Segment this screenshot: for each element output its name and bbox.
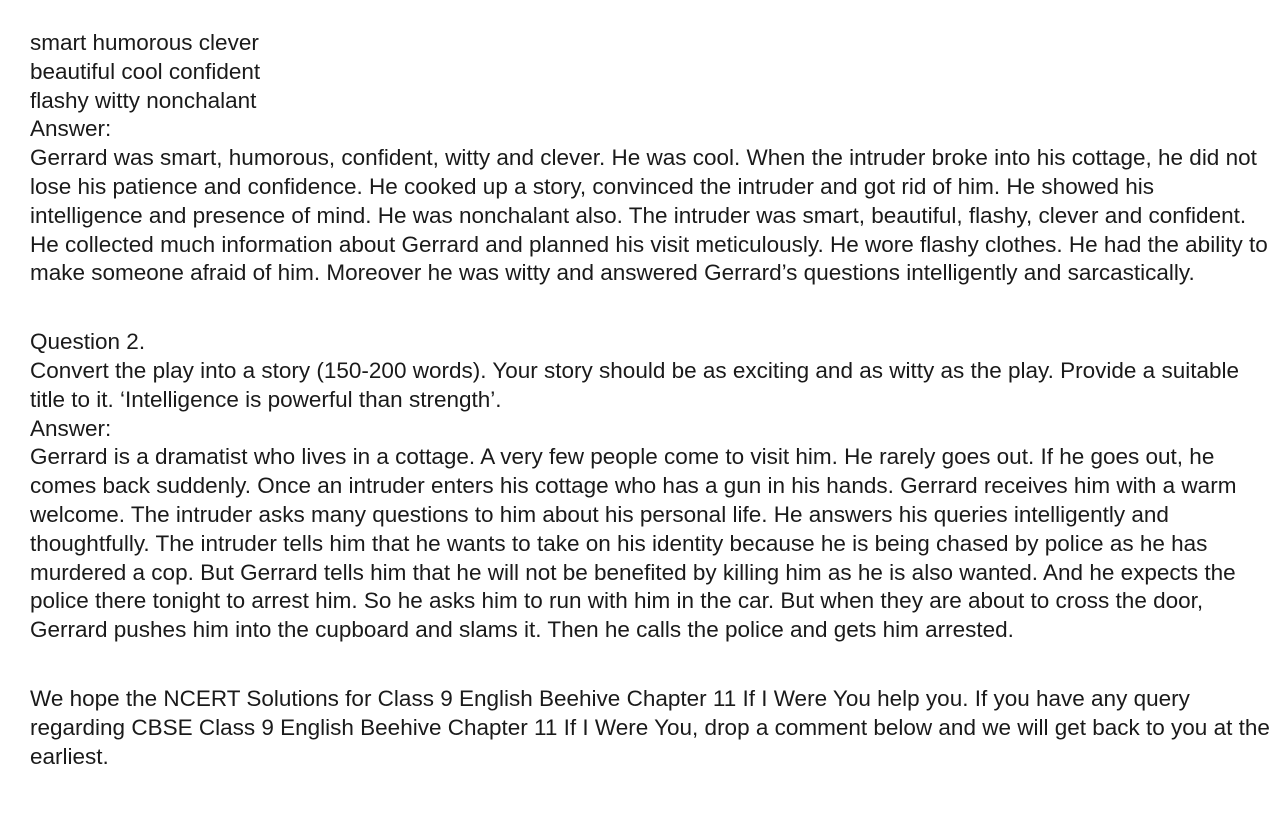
spacer <box>30 645 1270 685</box>
word-row-2: beautiful cool confident <box>30 58 261 84</box>
q1-answer-text: Gerrard was smart, humorous, confident, witty and clever. He was cool. When the intruder broke into his cottage, he did not lose his patience and confidence. He cooked up a story, convinced the intruder and got rid of him. He showed his intelligence and presence of mind. He was nonchalant also. The intruder was smart, beautiful, flashy, clever and confident. He collected much information about Gerrard and planned his visit meticulously. He wore flashy clothes. He had the ability to make someone afraid of him. Moreover he was witty and answered Gerrard’s questions intelligently and sarcastically. <box>30 145 1268 286</box>
q2-answer-text: Gerrard is a dramatist who lives in a cottage. A very few people come to visit him. He rarely goes out. If he goes out, he comes back suddenly. Once an intruder enters his cottage who has a gun in his hands. Gerrard receives him with a warm welcome. The intruder asks many questions to him about his personal life. He answers his queries intelligently and thoughtfully. The intruder tells him that he wants to take on his identity because he is being chased by police as he has murdered a cop. But Gerrard tells him that he will not be benefited by killing him as he is also wanted. And he expects the police there tonight to arrest him. So he asks him to run with him in the car. But when they are about to cross the door, Gerrard pushes him into the cupboard and slams it. Then he calls the police and gets him arrested. <box>30 444 1237 643</box>
word-row-1: smart humorous clever <box>30 30 259 55</box>
q2-heading: Question 2. <box>30 329 146 355</box>
q1-answer-label: Answer: <box>30 116 112 142</box>
document-body <box>30 29 1270 771</box>
spacer <box>30 288 1270 328</box>
q2-question-text: Convert the play into a story (150-200 words). Your story should be as exciting and as witty as the play. Provide a suitable title to it. ‘Intelligence is powerful than strength’. <box>30 357 1239 412</box>
word-row-3: flashy witty nonchalant <box>30 87 257 113</box>
closing-text: We hope the NCERT Solutions for Class 9 English Beehive Chapter 11 If I Were You help you. If you have any query regarding CBSE Class 9 English Beehive Chapter 11 If I Were You, drop a comment below and we will get back to you at the earliest. <box>30 685 1270 769</box>
q2-answer-label: Answer: <box>30 415 112 441</box>
